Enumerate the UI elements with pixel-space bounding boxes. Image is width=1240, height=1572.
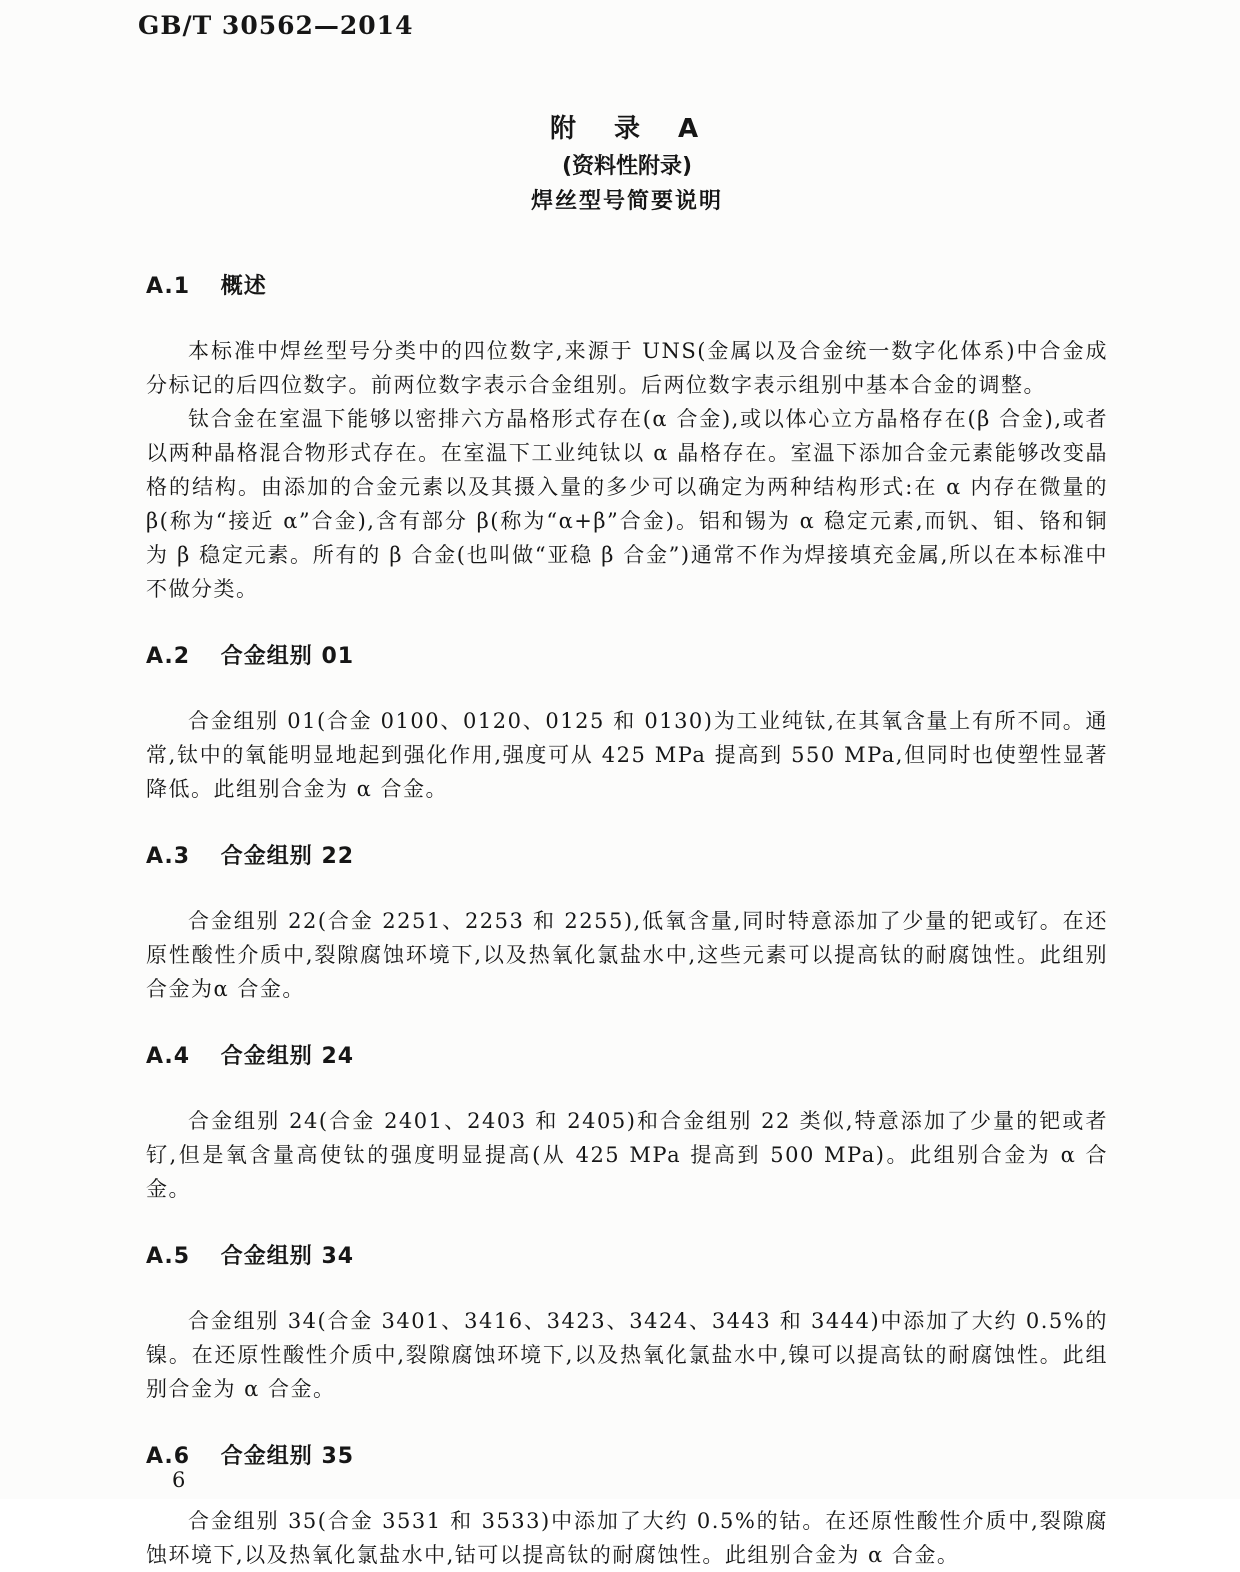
appendix-title: 焊丝型号简要说明 <box>530 189 723 214</box>
section-heading <box>146 1442 1108 1472</box>
section-a4 <box>146 1042 1108 1206</box>
paragraph: 钛合金在室温下能够以密排六方晶格形式存在(α 合金),或以体心立方晶格存在(β 合金),或者以两种晶格混合物形式存在。在室温下工业纯钛以 α 晶格存在。室温下添加合金元素能够改变晶格的结构。由添加的合金元素以及其摄入量的多少可以确定为两种结构形式:在 α 内存在微量的 β(称为“接近 α”合金),含有部分 β(称为“α+β”合金)。铝和锡为 α 稳定元素,而钒、钼、铬和铜为 β 稳定元素。所有的 β 合金(也叫做“亚稳 β 合金”)通常不作为焊接填充金属,所以在本标准中不做分类。 <box>146 407 1108 601</box>
paragraph: 合金组别 01(合金 0100、0120、0125 和 0130)为工业纯钛,在其氧含量上有所不同。通常,钛中的氧能明显地起到强化作用,强度可从 425 MPa 提高到 550 MPa,但同时也使塑性显著降低。此组别合金为 α 合金。 <box>146 709 1108 801</box>
section-title: 合金组别 22 <box>220 844 355 869</box>
document-header <box>138 12 1108 40</box>
appendix-label: 附 录 A <box>549 114 705 144</box>
paragraph: 本标准中焊丝型号分类中的四位数字,来源于 UNS(金属以及合金统一数字化体系)中合金成分标记的后四位数字。前两位数字表示合金组别。后两位数字表示组别中基本合金的调整。 <box>146 339 1108 397</box>
section-heading <box>146 642 1108 672</box>
section-title: 合金组别 35 <box>220 1444 355 1469</box>
section-title: 合金组别 24 <box>220 1044 355 1069</box>
section-number: A.2 <box>146 644 191 669</box>
page-number: 6 <box>172 1468 186 1492</box>
section-title: 合金组别 01 <box>220 644 355 669</box>
section-number: A.1 <box>146 274 191 299</box>
page-footer <box>172 1466 185 1494</box>
section-a6 <box>146 1442 1108 1572</box>
paragraph: 合金组别 34(合金 3401、3416、3423、3424、3443 和 3444)中添加了大约 0.5%的镍。在还原性酸性介质中,裂隙腐蚀环境下,以及热氧化氯盐水中,镍可以提高钛的耐腐蚀性。此组别合金为 α 合金。 <box>146 1309 1108 1401</box>
paragraph: 合金组别 35(合金 3531 和 3533)中添加了大约 0.5%的钴。在还原性酸性介质中,裂隙腐蚀环境下,以及热氧化氯盐水中,钴可以提高钛的耐腐蚀性。此组别合金为 α 合金。 <box>146 1509 1108 1567</box>
section-number: A.3 <box>146 844 191 869</box>
appendix-title-block <box>146 112 1108 216</box>
section-a3 <box>146 842 1108 1006</box>
section-a5 <box>146 1242 1108 1406</box>
section-number: A.6 <box>146 1444 191 1469</box>
section-title: 合金组别 34 <box>220 1244 355 1269</box>
section-a1 <box>146 272 1108 606</box>
section-title: 概述 <box>220 274 267 299</box>
section-heading <box>146 272 1108 302</box>
section-heading <box>146 1242 1108 1272</box>
appendix-type-note: (资料性附录) <box>561 154 693 179</box>
paragraph: 合金组别 24(合金 2401、2403 和 2405)和合金组别 22 类似,特意添加了少量的钯或者钌,但是氧含量高使钛的强度明显提高(从 425 MPa 提高到 500 MPa)。此组别合金为 α 合金。 <box>146 1109 1108 1201</box>
standard-number: GB/T 30562—2014 <box>138 11 414 40</box>
section-heading <box>146 842 1108 872</box>
section-a2 <box>146 642 1108 806</box>
section-number: A.5 <box>146 1244 191 1269</box>
section-number: A.4 <box>146 1044 191 1069</box>
paragraph: 合金组别 22(合金 2251、2253 和 2255),低氧含量,同时特意添加了少量的钯或钌。在还原性酸性介质中,裂隙腐蚀环境下,以及热氧化氯盐水中,这些元素可以提高钛的耐腐蚀性。此组别合金为α 合金。 <box>146 909 1108 1001</box>
section-heading <box>146 1042 1108 1072</box>
